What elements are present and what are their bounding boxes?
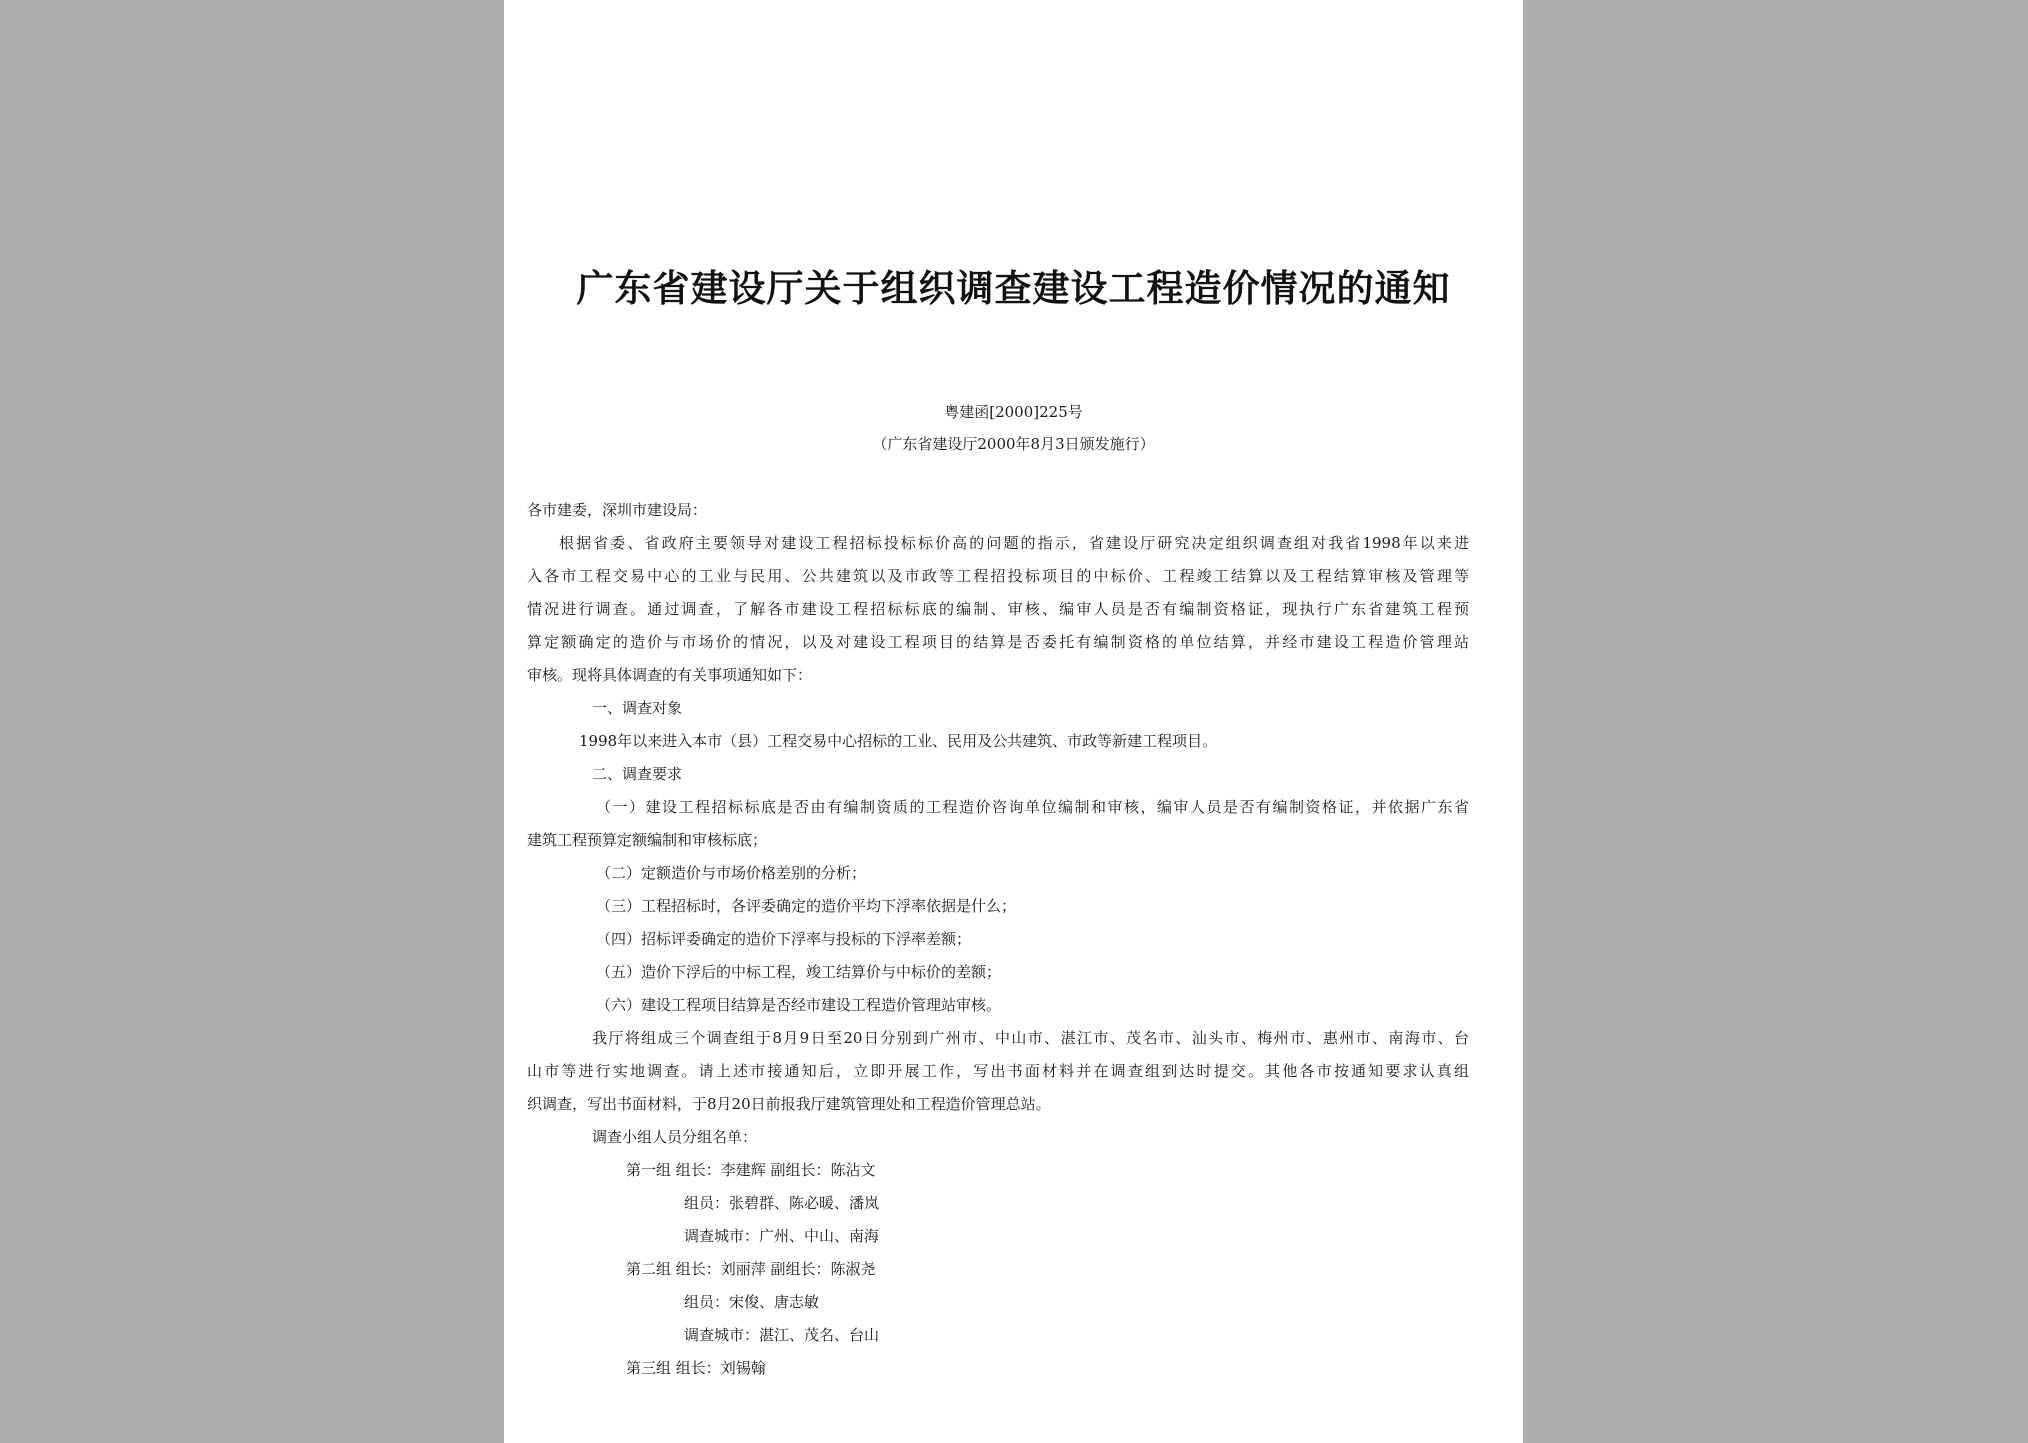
requirement-5: （五）造价下浮后的中标工程，竣工结算价与中标价的差额； xyxy=(596,963,1002,981)
intro-line-3: 情况进行调查。通过调查，了解各市建设工程招标标底的编制、审核、编审人员是否有编制资格证，现执行广东省建筑工程预 xyxy=(527,600,1469,618)
section2-heading: 二、调查要求 xyxy=(592,765,683,783)
section1-body: 1998年以来进入本市（县）工程交易中心招标的工业、民用及公共建筑、市政等新建工程项目。 xyxy=(579,732,1218,750)
requirement-3: （三）工程招标时，各评委确定的造价平均下浮率依据是什么； xyxy=(596,897,1017,915)
requirement-1-line-1: （一）建设工程招标标底是否由有编制资质的工程造价咨询单位编制和审核，编审人员是否有编制资格证，并依据广东省 xyxy=(596,798,1469,816)
document-page xyxy=(504,0,1523,1443)
section1-heading: 一、调查对象 xyxy=(592,699,683,717)
roster-heading: 调查小组人员分组名单： xyxy=(592,1128,758,1146)
arrangement-line-2: 山市等进行实地调查。请上述市接通知后，立即开展工作，写出书面材料并在调查组到达时提交。其他各市按通知要求认真组 xyxy=(527,1062,1469,1080)
requirement-4: （四）招标评委确定的造价下浮率与投标的下浮率差额； xyxy=(596,930,972,948)
requirement-1-line-2: 建筑工程预算定额编制和审核标底； xyxy=(527,831,768,849)
arrangement-line-3: 织调查，写出书面材料，于8月20日前报我厅建筑管理处和工程造价管理总站。 xyxy=(527,1095,1051,1113)
intro-line-4: 算定额确定的造价与市场价的情况，以及对建设工程项目的结算是否委托有编制资格的单位结算，并经市建设工程造价管理站 xyxy=(527,633,1469,651)
intro-line-1: 根据省委、省政府主要领导对建设工程招标投标标价高的问题的指示，省建设厅研究决定组织调查组对我省1998年以来进 xyxy=(559,534,1469,552)
group-2-members: 组员：宋俊、唐志敏 xyxy=(684,1293,820,1311)
requirement-2: （二）定额造价与市场价格差别的分析； xyxy=(596,864,867,882)
group-1-cities: 调查城市：广州、中山、南海 xyxy=(684,1227,880,1245)
group-1-members: 组员：张碧群、陈必暖、潘岚 xyxy=(684,1194,880,1212)
salutation: 各市建委，深圳市建设局： xyxy=(527,501,708,519)
issue-note: （广东省建设厅2000年8月3日颁发施行） xyxy=(872,435,1155,453)
group-1-leaders: 第一组 组长：李建辉 副组长：陈沾文 xyxy=(626,1161,876,1179)
intro-line-2: 入各市工程交易中心的工业与民用、公共建筑以及市政等工程招投标项目的中标价、工程竣工结算以及工程结算审核及管理等 xyxy=(527,567,1469,585)
requirement-6: （六）建设工程项目结算是否经市建设工程造价管理站审核。 xyxy=(596,996,1002,1014)
document-number: 粤建函[2000]225号 xyxy=(944,403,1083,421)
group-2-cities: 调查城市：湛江、茂名、台山 xyxy=(684,1326,880,1344)
group-3-leaders: 第三组 组长：刘锡翰 xyxy=(626,1359,766,1377)
document-title: 广东省建设厅关于组织调查建设工程造价情况的通知 xyxy=(576,267,1451,310)
intro-line-5: 审核。现将具体调查的有关事项通知如下： xyxy=(527,666,813,684)
group-2-leaders: 第二组 组长：刘丽萍 副组长：陈淑尧 xyxy=(626,1260,876,1278)
arrangement-line-1: 我厅将组成三个调查组于8月9日至20日分别到广州市、中山市、湛江市、茂名市、汕头市、梅州市、惠州市、南海市、台 xyxy=(592,1029,1469,1047)
